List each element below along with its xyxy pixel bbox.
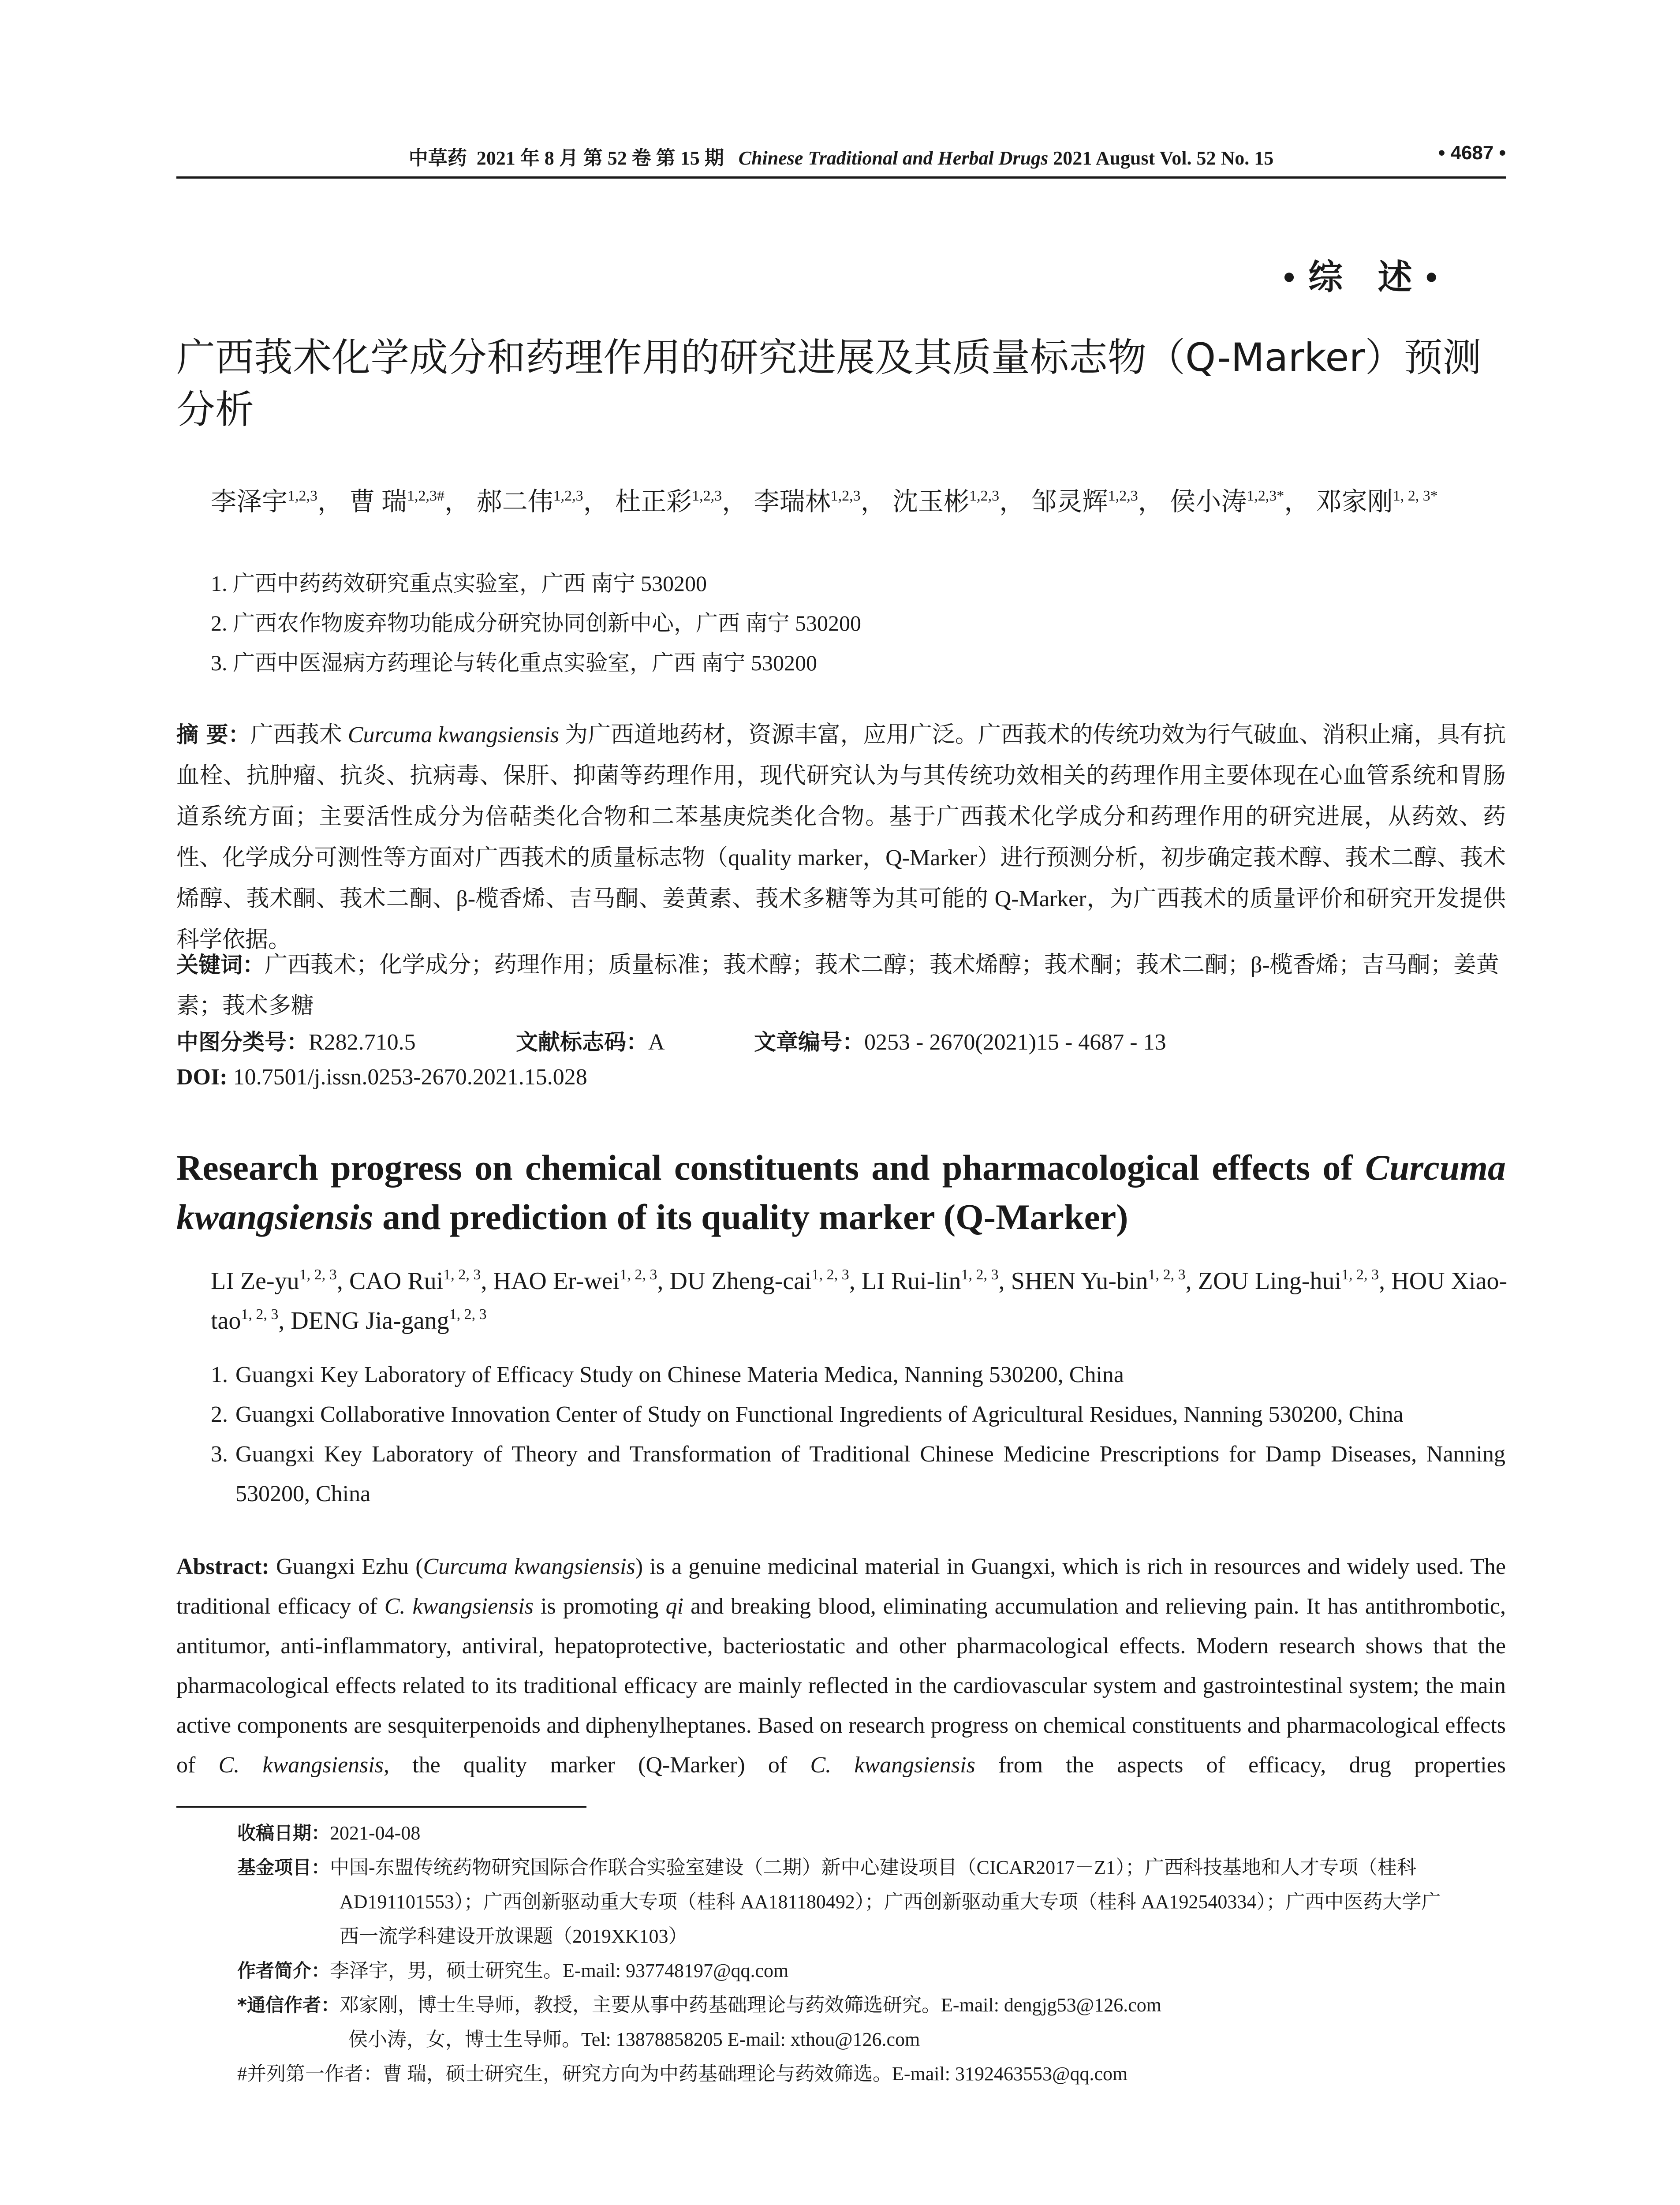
title-en: Research progress on chemical constituents and pharmacological effects of Curcuma kwangsiensis and prediction of its quality marker (Q-Marker) <box>176 1147 1506 1237</box>
authors-en: LI Ze-yu$^{1, 2, 3}$, CAO Rui$^{1, 2, 3}$, HAO Er-wei$^{1, 2, 3}$, DU Zheng-cai$^{1, 2, 3}$, LI Rui-lin$^{1, 2, 3}$, SHEN Yu-bin$^{1, 2, 3}$, ZOU Ling-hui$^{1, 2, 3}$, HOU Xiao-tao$^{1, 2, 3}$, DENG Jia-gang$^{1, 2, 3}$ <box>211 1267 1508 1334</box>
title-cn: 广西莪术化学成分和药理作用的研究进展及其质量标志物（Q-Marker）预测分析 <box>176 335 1482 432</box>
journal-name-en: Chinese Traditional and Herbal Drugs <box>738 147 1049 169</box>
author-en: LI Ze-yu$^{1, 2, 3}$ <box>211 1267 337 1295</box>
author-en: SHEN Yu-bin$^{1, 2, 3}$ <box>1011 1267 1186 1295</box>
abstract-en: Abstract: Guangxi Ezhu (Curcuma kwangsiensis) is a genuine medicinal material in Guangxi, which is rich in resources and widely used. The traditional efficacy of C. kwangsiensis is promoting qi and breaking blood, eliminating accumulation and relieving pain. It has antithrombotic, antitumor, anti-inflammatory, antiviral, hepatoprotective, bacteriostatic and other pharmacological effects. Modern research shows that the pharmacological effects related to its traditional efficacy are mainly reflected in the cardiovascular system and gastrointestinal system; the main active components are sesquiterpenoids and diphenylheptanes. Based on research progress on chemical constituents and pharmacological effects of C. kwangsiensis, the quality marker (Q-Marker) of C. kwangsiensis from the aspects of efficacy, drug properties <box>176 1554 1506 1778</box>
author-en: DENG Jia-gang$^{1, 2, 3}$ <box>291 1306 487 1334</box>
clc-number: 中图分类号：R282.710.5 <box>176 1029 416 1055</box>
footnote-rule <box>176 1806 586 1808</box>
affiliation-cn: 3. 广西中医湿病方药理论与转化重点实验室，广西 南宁 530200 <box>211 650 817 675</box>
footnote-corresponding-author-2: 侯小涛，女，博士生导师。Tel: 13878858205 E-mail: xthou@126.com <box>348 2029 920 2050</box>
section-tag: •综 述• <box>1283 258 1451 296</box>
journal-name-cn: 中草药 <box>408 147 467 169</box>
affiliation-en: 3. Guangxi Key Laboratory of Theory and Transformation of Traditional Chinese Medicine Prescriptions for Damp Diseases, Nanning 530200, China <box>211 1442 1505 1506</box>
author-en: HOU Xiao-tao$^{1, 2, 3}$ <box>211 1267 1508 1334</box>
author-cn: 郝二伟$^{1,2,3}$ <box>476 487 583 516</box>
doi-label: DOI: <box>176 1065 228 1090</box>
author-cn: 沈玉彬$^{1,2,3}$ <box>892 487 1000 516</box>
author-cn: 侯小涛$^{1,2,3*}$ <box>1170 487 1284 516</box>
author-en: DU Zheng-cai$^{1, 2, 3}$ <box>669 1267 849 1295</box>
keywords-label: 关键词： <box>176 952 265 978</box>
affiliation-en: 1. Guangxi Key Laboratory of Efficacy Study on Chinese Materia Medica, Nanning 530200, China <box>211 1362 1124 1387</box>
keywords-text: 广西莪术；化学成分；药理作用；质量标准；莪术醇；莪术二醇；莪术烯醇；莪术酮；莪术二酮；β-榄香烯；吉马酮；姜黄素；莪术多糖 <box>176 953 1499 1019</box>
author-cn: 曹 瑞$^{1,2,3\#}$ <box>349 487 445 516</box>
author-cn: 李瑞林$^{1,2,3}$ <box>754 487 861 516</box>
footnote-author-bio: 作者简介：李泽宇，男，硕士研究生。E-mail: 937748197@qq.com <box>237 1960 789 1981</box>
affiliation-cn: 2. 广西农作物废弃物功能成分研究协同创新中心，广西 南宁 530200 <box>211 611 861 635</box>
doi-value: 10.7501/j.issn.0253-2670.2021.15.028 <box>233 1065 587 1090</box>
author-cn: 杜正彩$^{1,2,3}$ <box>615 487 722 516</box>
footnote-received: 收稿日期：2021-04-08 <box>237 1822 421 1844</box>
header-rule <box>176 176 1506 179</box>
footnote-co-first-author: #并列第一作者：曹 瑞，硕士研究生，研究方向为中药基础理论与药效筛选。E-mail: 3192463553@qq.com <box>237 2063 1128 2085</box>
doi-line <box>176 1064 587 1090</box>
affiliation-en: 2. Guangxi Collaborative Innovation Center of Study on Functional Ingredients of Agricultural Residues, Nanning 530200, China <box>211 1402 1404 1427</box>
abstract-cn-label: 摘 要： <box>176 722 250 747</box>
author-en: CAO Rui$^{1, 2, 3}$ <box>349 1267 481 1295</box>
issue-en: 2021 August Vol. 52 No. 15 <box>1053 147 1274 169</box>
authors-cn: 李泽宇$^{1,2,3}$， 曹 瑞$^{1,2,3\#}$， 郝二伟$^{1,2,3}$， 杜正彩$^{1,2,3}$， 李瑞林$^{1,2,3}$， 沈玉彬$^{1,2,3}$， 邹灵辉$^{1,2,3}$， 侯小涛$^{1,2,3*}$， 邓家刚$^{1, 2, 3*}$ <box>211 487 1438 516</box>
issue-cn: 2021 年 8 月 第 52 卷 第 15 期 <box>476 147 724 169</box>
author-en: ZOU Ling-hui$^{1, 2, 3}$ <box>1198 1267 1379 1295</box>
author-cn: 邹灵辉$^{1,2,3}$ <box>1031 487 1138 516</box>
article-number: 文章编号：0253 - 2670(2021)15 - 4687 - 13 <box>754 1029 1166 1055</box>
affiliation-cn: 1. 广西中药药效研究重点实验室，广西 南宁 530200 <box>211 571 707 596</box>
author-en: LI Rui-lin$^{1, 2, 3}$ <box>861 1267 999 1295</box>
author-cn: 邓家刚$^{1, 2, 3*}$ <box>1316 487 1438 516</box>
author-en: HAO Er-wei$^{1, 2, 3}$ <box>493 1267 657 1295</box>
footnote-funding: 基金项目：中国-东盟传统药物研究国际合作联合实验室建设（二期）新中心建设项目（CICAR2017－Z1）；广西科技基地和人才专项（桂科 AD191101553）；广西创新驱动重大专项（桂科 AA181180492）；广西创新驱动重大专项（桂科 AA192540334）；广西中医药大学广 西一流学科建设开放课题（2019XK103） <box>237 1857 1441 1947</box>
running-header <box>176 142 1506 176</box>
author-cn: 李泽宇$^{1,2,3}$ <box>211 487 318 516</box>
document-code: 文献标志码：A <box>516 1029 665 1055</box>
keywords-cn <box>176 945 1506 1027</box>
footnote-corresponding-author: *通信作者：邓家刚，博士生导师，教授，主要从事中药基础理论与药效筛选研究。E-mail: dengjg53@126.com <box>237 1994 1161 2016</box>
abstract-en-label: Abstract: <box>176 1554 269 1579</box>
journal-citation-line <box>176 142 1506 170</box>
abstract-cn: 摘 要：广西莪术 Curcuma kwangsiensis 为广西道地药材，资源丰富，应用广泛。广西莪术的传统功效为行气破血、消积止痛，具有抗血栓、抗肿瘤、抗炎、抗病毒、保肝、抑菌等药理作用，现代研究认为与其传统功效相关的药理作用主要体现在心血管系统和胃肠道系统方面；主要活性成分为倍萜类化合物和二苯基庚烷类化合物。基于广西莪术化学成分和药理作用的研究进展，从药效、药性、化学成分可测性等方面对广西莪术的质量标志物（quality marker，Q-Marker）进行预测分析，初步确定莪术醇、莪术二醇、莪术烯醇、莪术酮、莪术二酮、β-榄香烯、吉马酮、姜黄素、莪术多糖等为其可能的 Q-Marker，为广西莪术的质量评价和研究开发提供科学依据。 <box>176 722 1506 953</box>
page-number: • 4687 • <box>1438 142 1506 164</box>
